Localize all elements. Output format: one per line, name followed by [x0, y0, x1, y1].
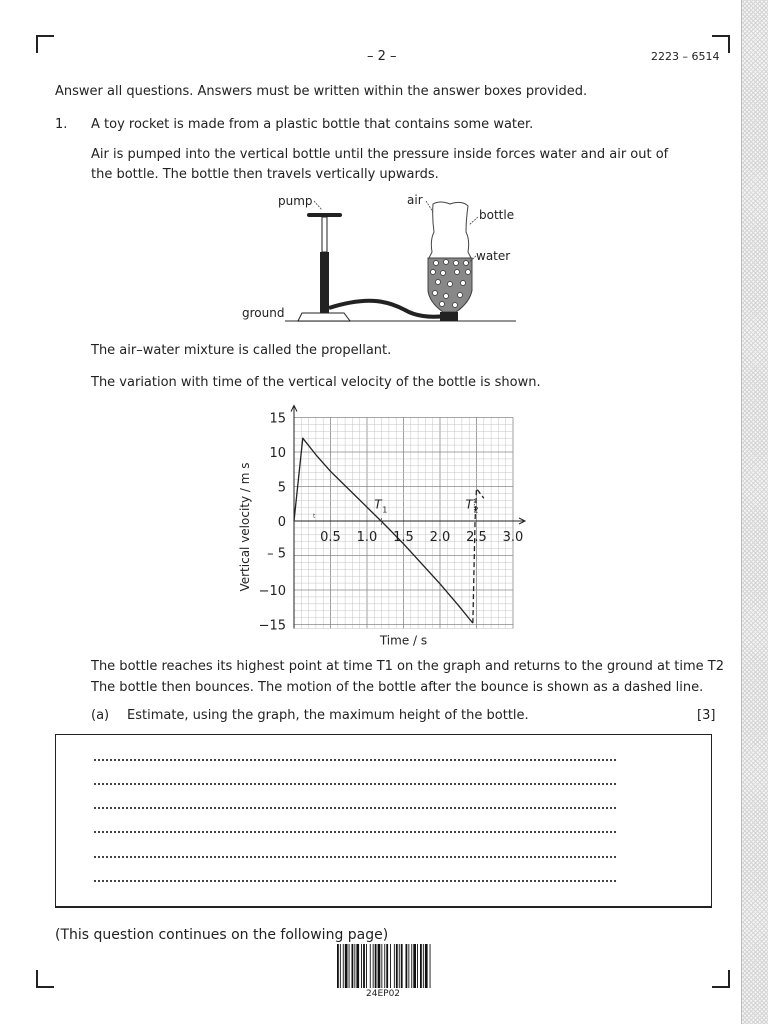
y-tick-label: −10 [258, 584, 286, 599]
pump-hose [329, 301, 445, 317]
graph-grid [294, 418, 513, 629]
y-tick-label: −15 [258, 618, 286, 634]
barcode-bar [370, 944, 371, 988]
crop-mark-top-right-v [728, 35, 730, 53]
barcode-bar [381, 944, 382, 988]
barcode-text: 24EP02 [366, 989, 401, 999]
question-intro: A toy rocket is made from a plastic bottle that contains some water. [91, 117, 534, 132]
crop-mark-top-left-h [36, 35, 54, 37]
pump-rod [322, 217, 327, 252]
t2-label-sub: 2 [473, 505, 479, 515]
pump-handle [307, 213, 342, 217]
after-graph-line2: The bottle then bounces. The motion of the bottle after the bounce is shown as a dashed line. [91, 680, 704, 695]
diagram-label-bottle: bottle [479, 208, 515, 222]
pump-barrel [320, 252, 329, 314]
barcode-bar [420, 944, 422, 988]
part-a-label: (a) [91, 708, 110, 723]
x-tick-label: 2.5 [466, 530, 487, 545]
instructions: Answer all questions. Answers must be written within the answer boxes provided. [55, 84, 588, 99]
crop-mark-bottom-left-v [36, 970, 38, 988]
crop-mark-bottom-right-v [728, 970, 730, 988]
t2-label: T [465, 497, 473, 512]
margin-pattern-strip [741, 0, 768, 1024]
answer-line-1[interactable] [94, 759, 616, 761]
barcode-bar [366, 944, 367, 988]
diagram-label-water: water [476, 249, 511, 263]
barcode-bar [399, 944, 400, 988]
barcode-bar [430, 944, 431, 988]
x-tick-label: 3.0 [502, 530, 524, 545]
diagram-label-air: air [407, 193, 423, 207]
bottle-leader [469, 217, 478, 225]
barcode-bar [345, 944, 348, 988]
barcode-bar [384, 944, 385, 988]
paper-code: 2223 – 6514 [651, 50, 720, 63]
answer-line-4[interactable] [94, 831, 616, 833]
question-number: 1. [55, 117, 68, 132]
barcode-bar [352, 944, 354, 988]
diagram-label-pump: pump [278, 194, 313, 208]
answer-line-3[interactable] [94, 807, 616, 809]
x-axis-label: Time / s [379, 633, 428, 648]
y-tick-label: 5 [277, 480, 286, 496]
barcode-bar [386, 944, 388, 988]
barcode-bar [378, 944, 381, 988]
barcode [337, 944, 433, 988]
answer-line-2[interactable] [94, 783, 616, 785]
y-tick-label: 10 [269, 446, 286, 461]
barcode-bar [413, 944, 416, 988]
crop-mark-top-left-v [36, 35, 38, 53]
x-tick-label: 2.0 [429, 530, 451, 545]
graph-labels [238, 412, 523, 648]
air-leader [426, 201, 433, 212]
answer-line-6[interactable] [94, 880, 616, 882]
y-tick-label: 0 [277, 515, 286, 530]
barcode-bar [408, 944, 409, 988]
y-tick-label: – 5 [267, 546, 286, 562]
barcode-bar [396, 944, 398, 988]
barcode-bar [401, 944, 403, 988]
t1-label: T [374, 497, 382, 512]
barcode-bar [343, 944, 344, 988]
barcode-bar [406, 944, 408, 988]
velocity-time-graph [230, 398, 540, 648]
crop-mark-bottom-left-h [36, 986, 54, 988]
part-a-marks: [3] [697, 708, 716, 723]
x-tick-label: 0.5 [320, 530, 341, 545]
pump-leader [314, 201, 322, 210]
barcode-bar [363, 944, 365, 988]
barcode-bar [337, 944, 339, 988]
barcode-bar [361, 944, 362, 988]
propellant-text: The air–water mixture is called the propellant. [91, 343, 392, 358]
question-para1-line1: Air is pumped into the vertical bottle until the pressure inside forces water and air out of [91, 147, 669, 162]
barcode-bar [417, 944, 418, 988]
graph-intro: The variation with time of the vertical velocity of the bottle is shown. [91, 375, 541, 390]
x-tick-label: 1.5 [393, 530, 414, 545]
barcode-bar [394, 944, 395, 988]
barcode-bar [423, 944, 424, 988]
after-graph-line1: The bottle reaches its highest point at time T1 on the graph and returns to the ground at time T2 [91, 659, 724, 674]
x-tick-label: 1.0 [356, 530, 378, 545]
answer-line-5[interactable] [94, 856, 616, 858]
continues-note: (This question continues on the following page) [55, 927, 389, 943]
y-axis-label: Vertical velocity / m s [238, 462, 252, 592]
small-t-mark: t [312, 513, 316, 521]
t1-label-sub: 1 [382, 505, 388, 515]
barcode-bar [411, 944, 412, 988]
diagram-label-ground: ground [242, 306, 285, 320]
barcode-bar [425, 944, 428, 988]
bottle-nozzle [440, 312, 458, 321]
barcode-bar [340, 944, 341, 988]
barcode-bar [349, 944, 350, 988]
pump-base [298, 313, 350, 321]
graph-axes [291, 406, 525, 629]
barcode-bar [354, 944, 355, 988]
y-tick-label: 15 [269, 411, 286, 427]
barcode-bar [375, 944, 377, 988]
barcode-bar [390, 944, 391, 988]
rocket-diagram [230, 190, 530, 330]
page-number: – 2 – [367, 49, 397, 64]
barcode-bar [356, 944, 359, 988]
part-a-text: Estimate, using the graph, the maximum height of the bottle. [127, 708, 529, 723]
barcode-bar [373, 944, 374, 988]
question-para1-line2: the bottle. The bottle then travels vertically upwards. [91, 167, 439, 182]
